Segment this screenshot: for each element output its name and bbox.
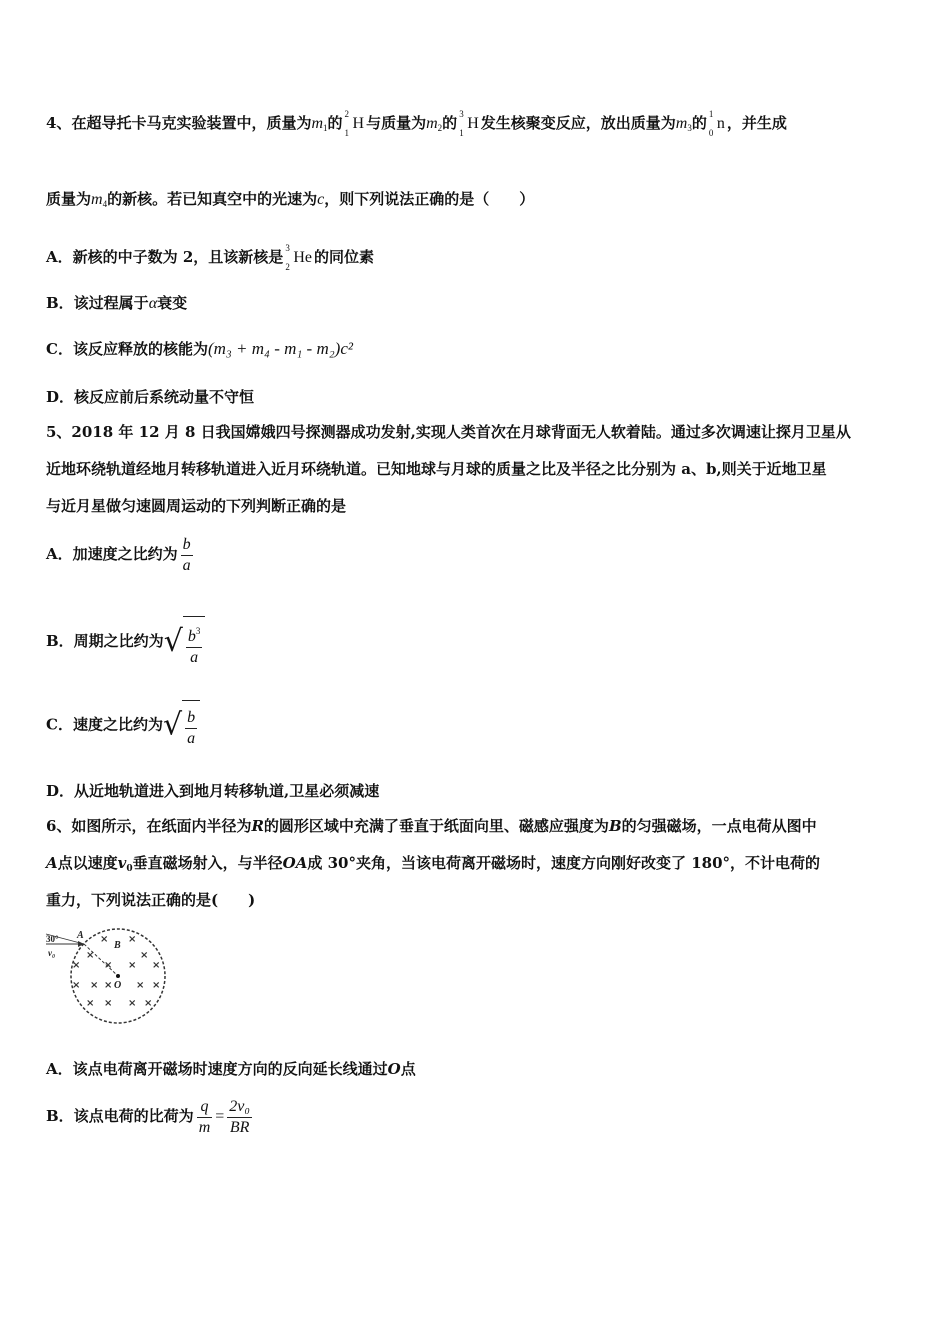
helium3-symbol: 3 2 He [285, 243, 312, 272]
q5-option-d: D．从近地轨道进入到地月转移轨道,卫星必须减速 [46, 782, 380, 800]
figure-b-label: B [114, 940, 121, 951]
q6-option-a: A．该点电荷离开磁场时速度方向的反向延长线通过O点 [46, 1060, 416, 1078]
figure-o-label: O [114, 980, 122, 991]
q5-line3: 与近月星做匀速圆周运动的下列判断正确的是 [46, 497, 347, 515]
q4-option-c: C．该反应释放的核能为(m₃ + m₄ - m₁ - m₂)c² [46, 339, 353, 358]
alpha-symbol: α [148, 295, 158, 312]
deuterium-symbol: 2 1 H [344, 109, 365, 138]
svg-text:×: × [152, 960, 161, 971]
q5-line1: 5、2018 年 12 月 8 日我国嫦娥四号探测器成功发射,实现人类首次在月球背面无人软着陆。通过多次调速让探月卫星从 [46, 423, 851, 441]
neutron-symbol: 1 0 n [708, 109, 725, 138]
svg-text:×: × [140, 950, 149, 961]
charge-mass-ratio: $\frac{q}{m}$ [198, 1097, 211, 1136]
svg-text:×: × [128, 998, 137, 1009]
svg-text:×: × [128, 960, 137, 971]
sqrt-b3-over-a: √ $\frac{b^3}{a}$ [164, 616, 206, 668]
q6-option-b: B．该点电荷的比荷为 $\frac{q}{m}$ = $\frac{\text{2v₀}}{BR}$ [46, 1097, 250, 1136]
tritium-symbol: 3 1 H [459, 109, 479, 138]
q4-number: 4、 [46, 114, 72, 132]
svg-text:×: × [72, 980, 81, 991]
light-speed-symbol: c [317, 191, 325, 208]
m3: $m_3$ [675, 115, 692, 133]
ratio-value: $\frac{\text{2v₀}}{BR}$ [229, 1097, 250, 1136]
svg-text:×: × [104, 980, 113, 991]
figure-angle-label: 30° [46, 934, 59, 944]
q5-line2: 近地环绕轨道经地月转移轨道进入近月环绕轨道。已知地球与月球的质量之比及半径之比分别为 a、b,则关于近地卫星 [46, 460, 827, 478]
svg-text:×: × [104, 998, 113, 1009]
q4-line1: 4、在超导托卡马克实验装置中，质量为$m_1$的 2 1 H 与质量为$m_2$的 3 1 H 发生核聚变反应，放出质量为$m_3$的 1 0 n ，并生成 [46, 109, 787, 138]
q6-line1: 6、如图所示，在纸面内半径为R的圆形区域中充满了垂直于纸面向里、磁感应强度为B的匀强磁场，一点电荷从图中 [46, 817, 817, 835]
q4-option-d: D．核反应前后系统动量不守恒 [46, 388, 255, 406]
m2: $m_2$ [426, 115, 443, 133]
svg-text:×: × [86, 950, 95, 961]
q5-option-c: C．速度之比约为√ $\frac{b}{a}$ [46, 700, 200, 751]
svg-text:×: × [104, 960, 113, 971]
fraction-b-over-a: $\frac{b}{a}$ [182, 535, 191, 574]
q4-option-b: B．该过程属于α衰变 [46, 294, 188, 312]
svg-text:×: × [152, 980, 161, 991]
sqrt-b-over-a: √ $\frac{b}{a}$ [163, 700, 200, 751]
q6-line3: 重力，下列说法正确的是( ) [46, 891, 256, 909]
svg-text:×: × [72, 960, 81, 971]
q5-option-b: B．周期之比约为√ $\frac{b^3}{a}$ [46, 616, 205, 668]
q6-line2: A点以速度$v_0$垂直磁场射入，与半径OA成 30°夹角，当该电荷离开磁场时，速度方向刚好改变了 180°，不计电荷的 [46, 854, 821, 874]
svg-text:×: × [100, 934, 109, 945]
svg-text:×: × [90, 980, 99, 991]
m4: $m_4$ [91, 191, 108, 209]
svg-text:×: × [136, 980, 145, 991]
q4-line2: 质量为$m_4$的新核。若已知真空中的光速为c，则下列说法正确的是（ ） [46, 190, 535, 209]
q4-option-a: A．新核的中子数为 2，且该新核是 3 2 He 的同位素 [46, 243, 374, 272]
svg-text:×: × [86, 998, 95, 1009]
svg-text:×: × [144, 998, 153, 1009]
svg-text:×: × [128, 934, 137, 945]
magnetic-field-figure [44, 926, 170, 1026]
m1: $m_1$ [311, 115, 328, 133]
figure-a-label: A [77, 930, 84, 941]
q5-option-a: A．加速度之比约为 $\frac{b}{a}$ [46, 535, 191, 574]
figure-v0-label: v₀ [48, 948, 56, 958]
energy-formula: (m₃ + m₄ - m₁ - m₂)c² [207, 339, 353, 358]
